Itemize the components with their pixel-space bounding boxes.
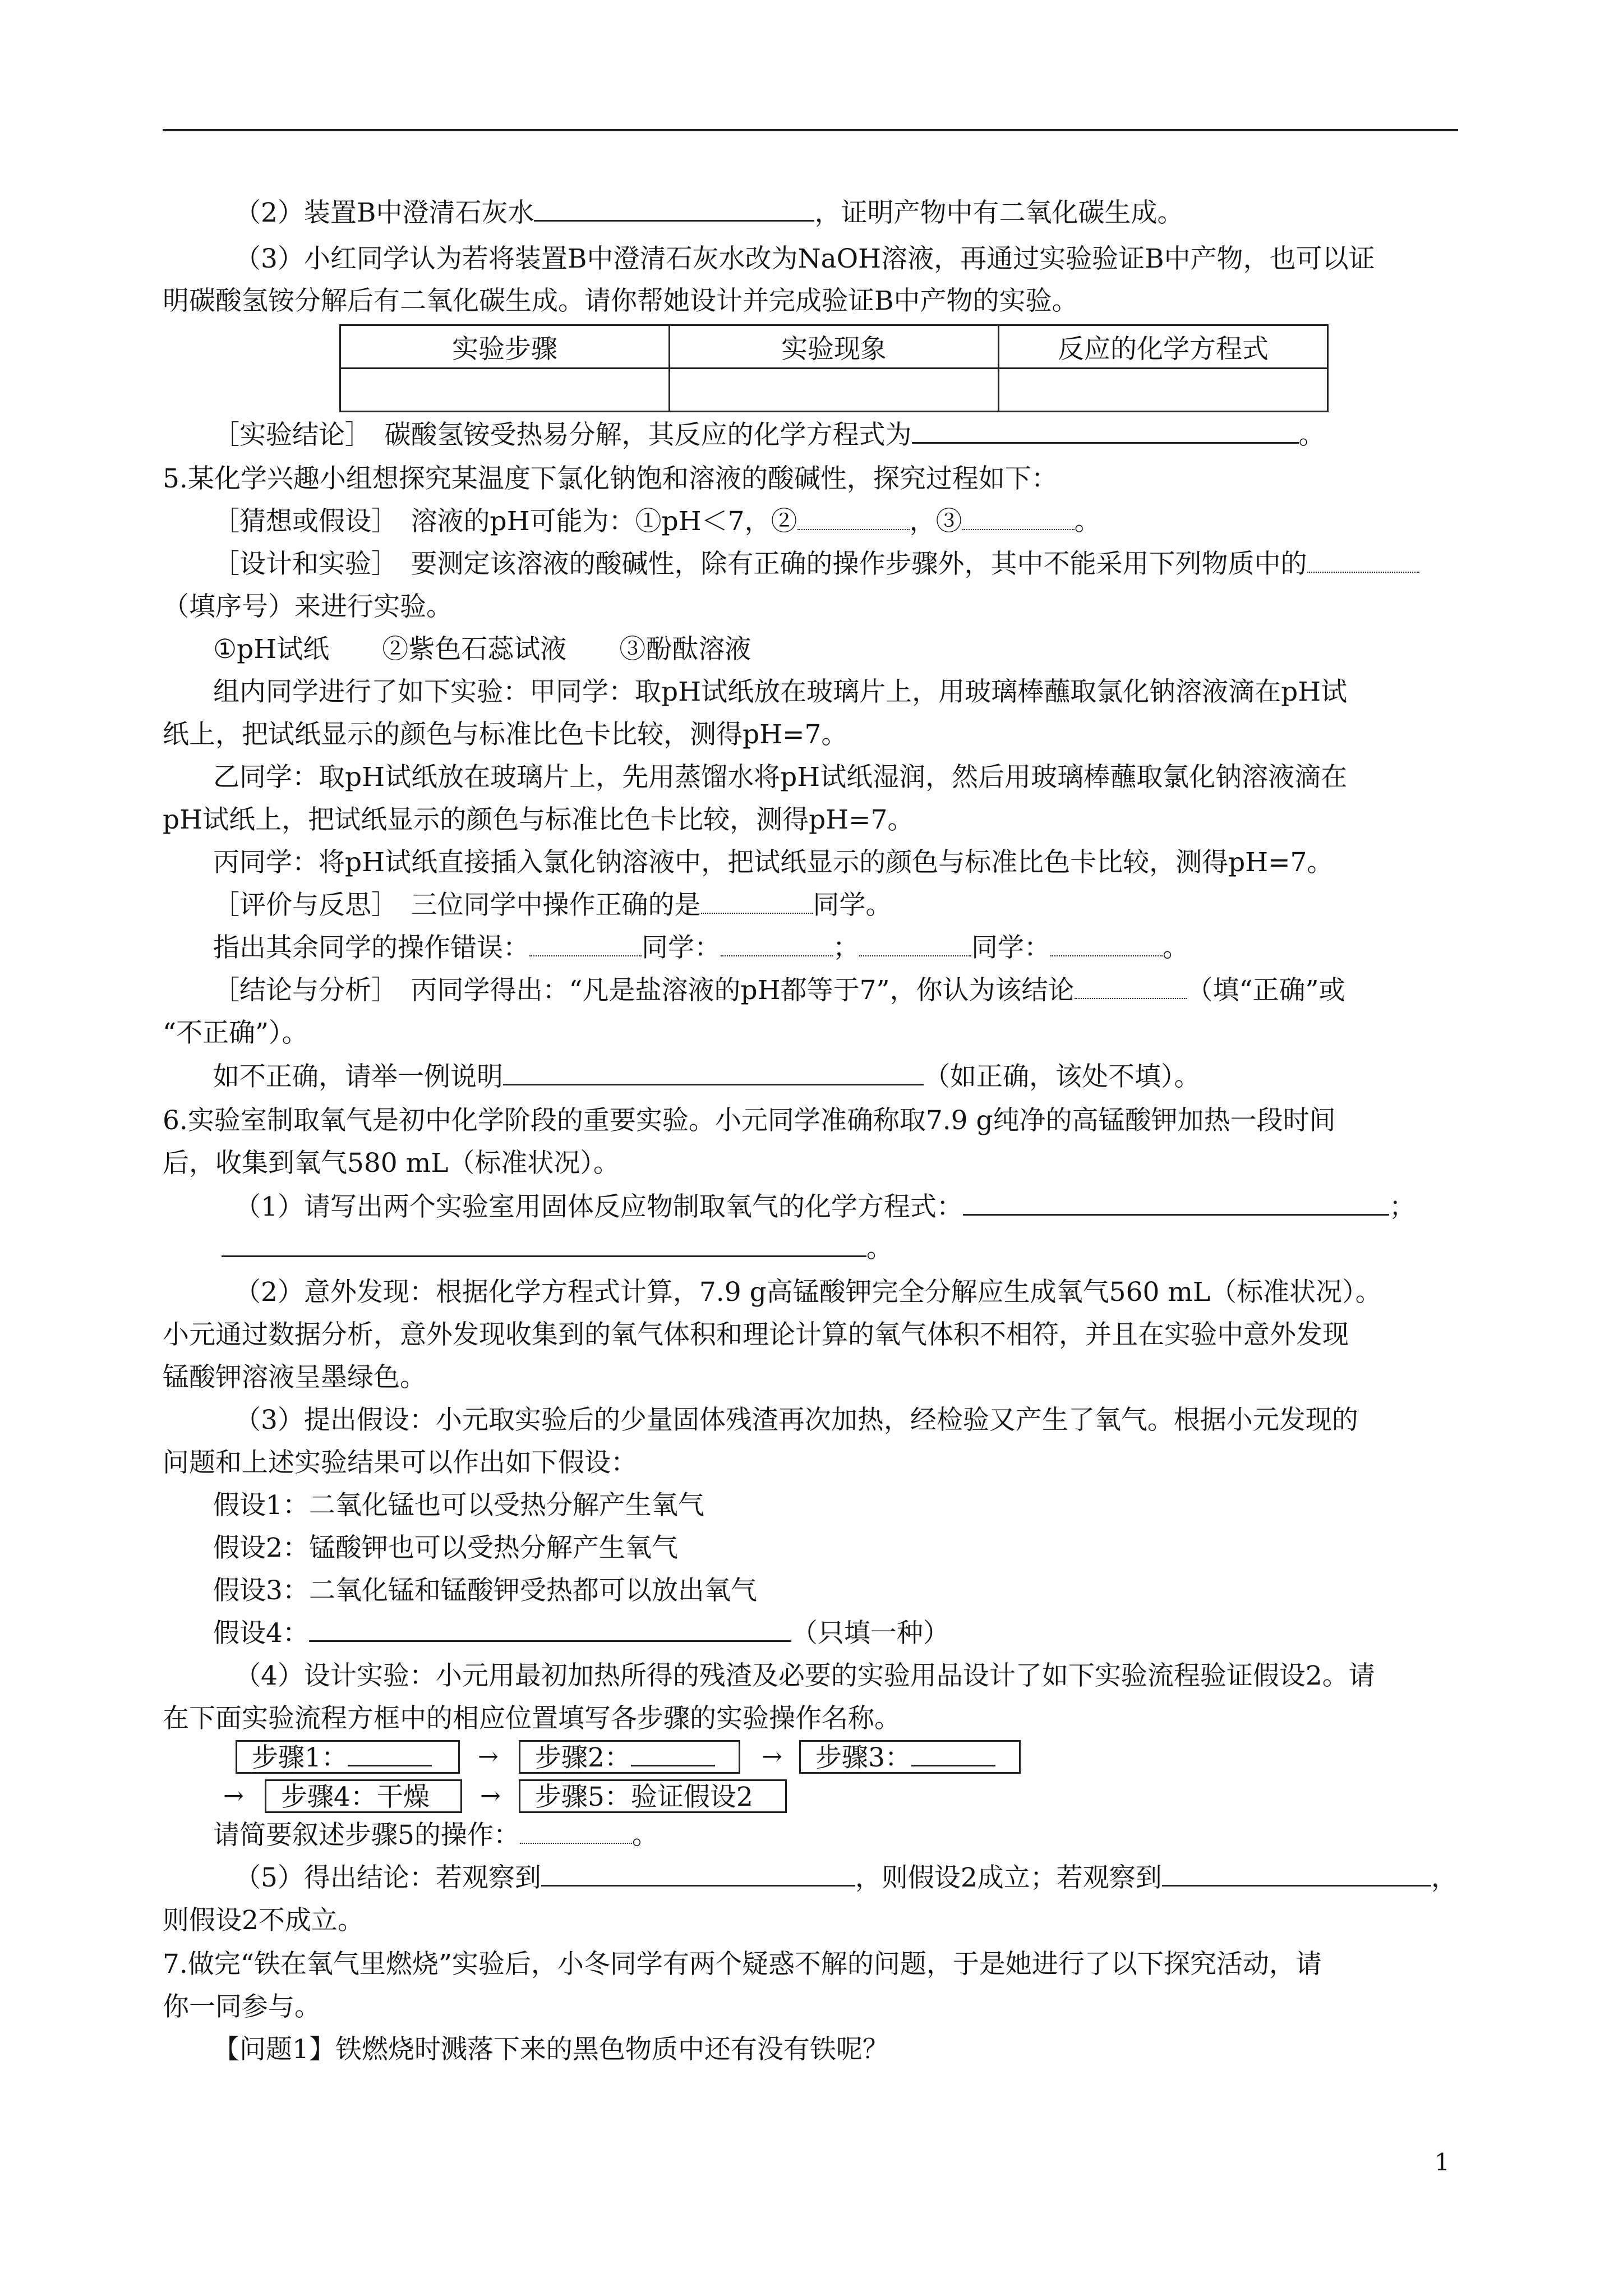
arrow-icon: → — [478, 1742, 499, 1771]
answer-blank[interactable] — [1307, 547, 1419, 573]
flow-step-4: 步骤4：干燥 — [265, 1779, 462, 1813]
answer-blank[interactable] — [912, 417, 1299, 444]
q6-hypothesis-4: 假设4： （只填一种） — [213, 1616, 949, 1651]
q5-design-line1: ［设计和实验］ 要测定该溶液的酸碱性，除有正确的操作步骤外，其中不能采用下列物质中的 — [213, 546, 1419, 582]
table-header-cell: 实验现象 — [670, 325, 999, 369]
q5-student-yi-line2: pH试纸上，把试纸显示的颜色与标准比色卡比较，测得pH=7。 — [163, 804, 914, 835]
q5-student-jia-line1: 组内同学进行了如下实验：甲同学：取pH试纸放在玻璃片上，用玻璃棒蘸取氯化钠溶液滴在pH试 — [213, 677, 1348, 707]
q7-line1: 7.做完“铁在氧气里燃烧”实验后，小冬同学有两个疑惑不解的问题，于是她进行了以下探究活动，请 — [163, 1949, 1322, 1980]
q7-problem-1: 【问题1】铁燃烧时溅落下来的黑色物质中还有没有铁呢？ — [213, 2034, 889, 2065]
answer-blank[interactable] — [541, 1860, 855, 1887]
q6-part3-line2: 问题和上述实验结果可以作出如下假设： — [163, 1447, 637, 1478]
answer-blank[interactable] — [797, 504, 910, 530]
q6-line1: 6.实验室制取氧气是初中化学阶段的重要实验。小元同学准确称取7.9 g纯净的高锰酸钾加热一段时间 — [163, 1105, 1336, 1136]
q6-hypothesis-2: 假设2：锰酸钾也可以受热分解产生氧气 — [213, 1533, 678, 1563]
q5-evaluate: ［评价与反思］ 三位同学中操作正确的是 同学。 — [213, 887, 892, 923]
q4-part3-line1: （3）小红同学认为若将装置B中澄清石灰水改为NaOH溶液，再通过实验验证B中产物，也可以证 — [234, 243, 1375, 274]
flow-step-3[interactable]: 步骤3： — [799, 1740, 1021, 1774]
q5-conclude-line1: ［结论与分析］ 丙同学得出：“凡是盐溶液的pH都等于7”，你认为该结论 （填“正确”或 — [213, 973, 1345, 1009]
answer-blank[interactable] — [222, 1231, 866, 1257]
q4-part3-line2: 明碳酸氢铵分解后有二氧化碳生成。请你帮她设计并完成验证B中产物的实验。 — [163, 286, 1078, 316]
answer-blank[interactable] — [503, 1059, 924, 1085]
q5-options: ①pH试纸 ②紫色石蕊试液 ③酚酞溶液 — [213, 634, 751, 665]
answer-blank[interactable] — [631, 1742, 715, 1766]
answer-blank[interactable] — [309, 1616, 791, 1642]
flow-step-2[interactable]: 步骤2： — [519, 1740, 740, 1774]
q5-example: 如不正确，请举一例说明 （如正确，该处不填）。 — [213, 1059, 1201, 1095]
q6-part1-line2: 。 — [222, 1231, 893, 1267]
answer-blank[interactable] — [721, 931, 833, 956]
q5-student-bing: 丙同学：将pH试纸直接插入氯化钠溶液中，把试纸显示的颜色与标准比色卡比较，测得pH=7。 — [213, 847, 1334, 878]
answer-blank[interactable] — [348, 1742, 432, 1766]
q6-part2-line2: 小元通过数据分析，意外发现收集到的氧气体积和理论计算的氧气体积不相符，并且在实验中意外发现 — [163, 1319, 1349, 1350]
q4-part2: （2）装置B中澄清石灰水 ，证明产物中有二氧化碳生成。 — [234, 195, 1183, 231]
table-row — [340, 369, 1328, 412]
table-header-row — [340, 325, 1328, 369]
arrow-icon: → — [762, 1742, 782, 1771]
q6-part5-line2: 则假设2不成立。 — [163, 1905, 364, 1936]
table-header-cell: 实验步骤 — [340, 325, 670, 369]
q5-errors: 指出其余同学的操作错误： 同学： ； 同学： 。 — [213, 930, 1189, 966]
table-cell-blank[interactable] — [340, 369, 670, 412]
flow-step-1[interactable]: 步骤1： — [236, 1740, 460, 1774]
table-header-cell: 反应的化学方程式 — [999, 325, 1328, 369]
q6-part2-line3: 锰酸钾溶液呈墨绿色。 — [163, 1362, 426, 1393]
arrow-icon: → — [223, 1782, 244, 1810]
q6-part3-line1: （3）提出假设：小元取实验后的少量固体残渣再次加热，经检验又产生了氧气。根据小元发现的 — [234, 1405, 1358, 1435]
header-rule — [163, 129, 1458, 131]
flow-step-5: 步骤5：验证假设2 — [519, 1779, 787, 1813]
answer-blank[interactable] — [963, 1189, 1389, 1216]
q6-part5-line1: （5）得出结论：若观察到 ，则假设2成立；若观察到 ， — [234, 1860, 1458, 1896]
experiment-table — [339, 324, 1329, 412]
q5-design-line2: （填序号）来进行实验。 — [163, 591, 453, 622]
page-number: 1 — [1435, 2148, 1450, 2176]
answer-blank[interactable] — [859, 931, 971, 956]
q7-line2: 你一同参与。 — [163, 1991, 321, 2022]
answer-blank[interactable] — [534, 195, 814, 222]
q4-conclusion: ［实验结论］ 碳酸氢铵受热易分解，其反应的化学方程式为 。 — [213, 417, 1325, 453]
q6-part4-line2: 在下面实验流程方框中的相应位置填写各步骤的实验操作名称。 — [163, 1703, 901, 1734]
q5-title: 5.某化学兴趣小组想探究某温度下氯化钠饱和溶液的酸碱性，探究过程如下： — [163, 463, 1058, 494]
q6-hypothesis-1: 假设1：二氧化锰也可以受热分解产生氧气 — [213, 1490, 704, 1521]
answer-blank[interactable] — [911, 1742, 995, 1766]
q6-step5-describe: 请简要叙述步骤5的操作： 。 — [213, 1818, 658, 1853]
answer-blank[interactable] — [529, 931, 642, 956]
q5-student-jia-line2: 纸上，把试纸显示的颜色与标准比色卡比较，测得pH=7。 — [163, 719, 848, 750]
answer-blank[interactable] — [962, 504, 1075, 530]
answer-blank[interactable] — [1075, 973, 1187, 999]
table-cell-blank[interactable] — [670, 369, 999, 412]
q5-student-yi-line1: 乙同学：取pH试纸放在玻璃片上，先用蒸馏水将pH试纸湿润，然后用玻璃棒蘸取氯化钠溶液滴在 — [213, 762, 1348, 793]
q6-part1: （1）请写出两个实验室用固体反应物制取氧气的化学方程式： ； — [234, 1189, 1415, 1225]
q6-part4-line1: （4）设计实验：小元用最初加热所得的残渣及必要的实验用品设计了如下实验流程验证假设2。请 — [234, 1660, 1375, 1691]
answer-blank[interactable] — [1050, 931, 1163, 956]
q6-part2-line1: （2）意外发现：根据化学方程式计算，7.9 g高锰酸钾完全分解应生成氧气560 mL（标准状况）。 — [234, 1277, 1382, 1308]
answer-blank[interactable] — [1162, 1860, 1431, 1887]
q6-hypothesis-3: 假设3：二氧化锰和锰酸钾受热都可以放出氧气 — [213, 1575, 757, 1606]
q5-conclude-line2: “不正确”）。 — [163, 1018, 308, 1048]
answer-blank[interactable] — [701, 888, 813, 914]
answer-blank[interactable] — [520, 1818, 632, 1844]
q5-guess: ［猜想或假设］ 溶液的pH可能为：①pH＜7，② ，③ 。 — [213, 504, 1101, 540]
arrow-icon: → — [480, 1782, 501, 1810]
q6-line2: 后，收集到氧气580 mL（标准状况）。 — [163, 1148, 620, 1179]
table-cell-blank[interactable] — [999, 369, 1328, 412]
